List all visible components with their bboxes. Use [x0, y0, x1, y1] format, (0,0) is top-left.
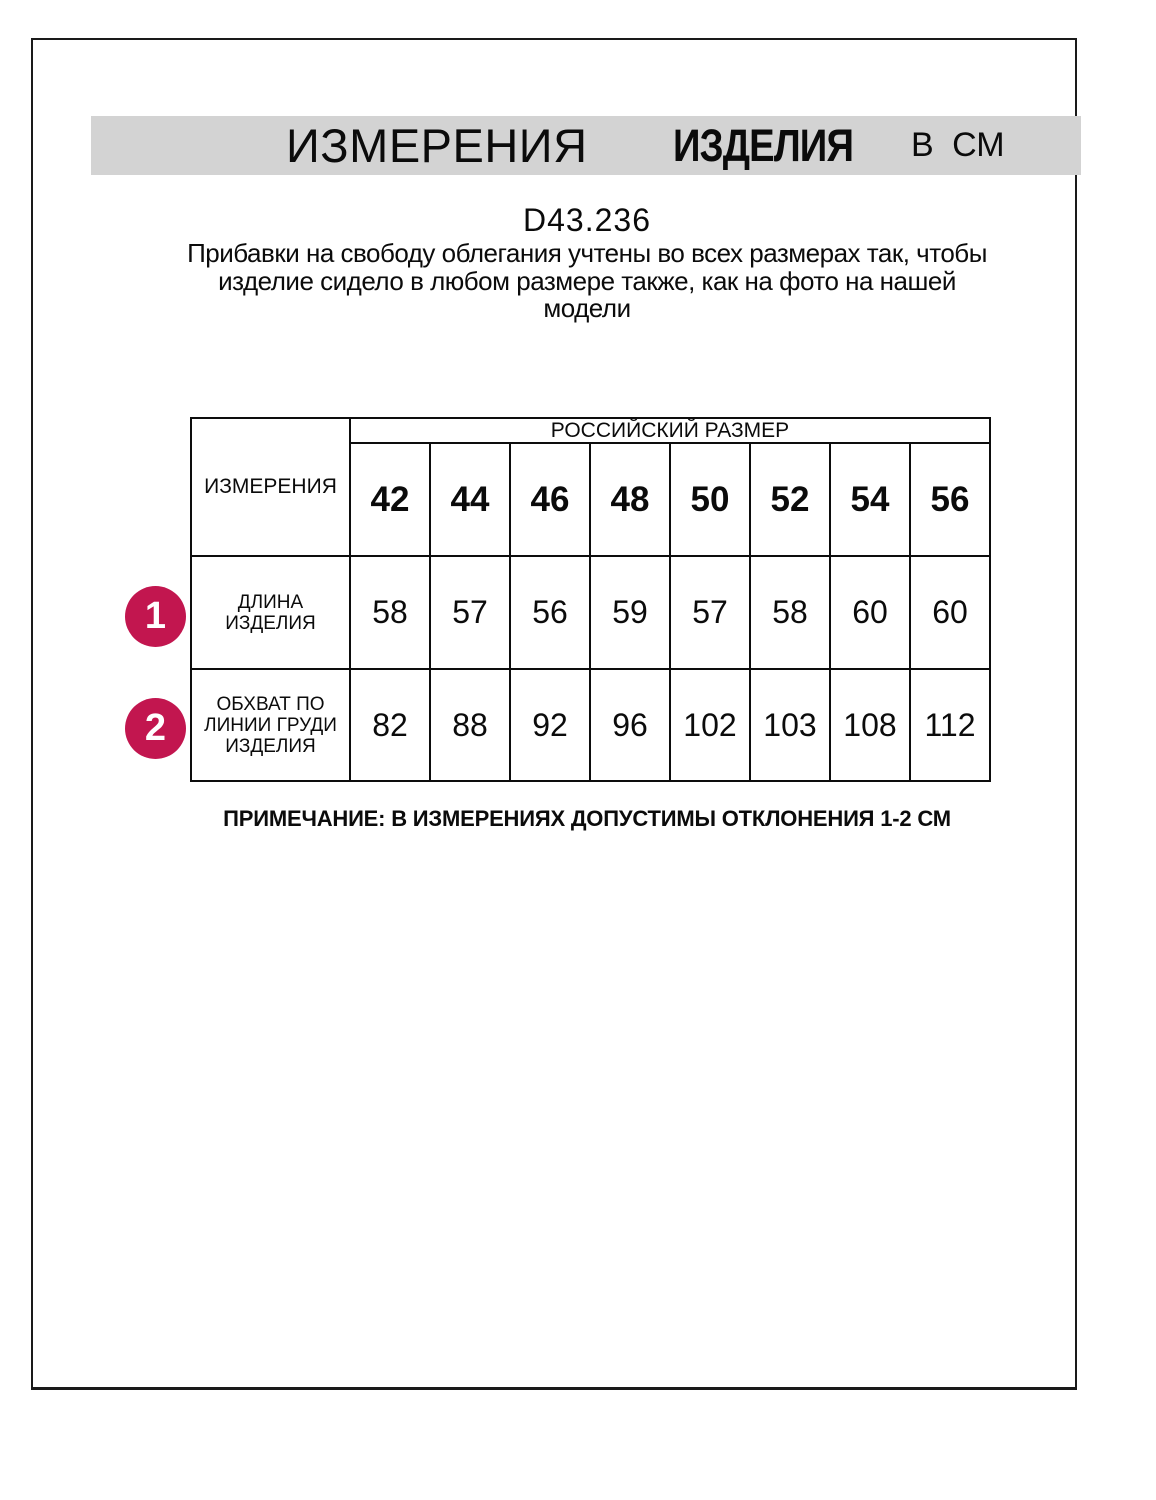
size-cell: 56 — [910, 443, 990, 556]
russian-size-header-cell: РОССИЙСКИЙ РАЗМЕР — [350, 418, 990, 443]
table-row-chest — [191, 669, 990, 781]
title-measurements: ИЗМЕРЕНИЯ — [286, 119, 588, 172]
marker-number: 2 — [144, 707, 167, 749]
note-text: ПРИМЕЧАНИЕ: В ИЗМЕРЕНИЯХ ДОПУСТИМЫ ОТКЛОНЕНИЯ 1-2 СМ — [223, 806, 951, 831]
row-marker-1 — [125, 586, 186, 647]
value-cell: 92 — [510, 669, 590, 781]
value-cell: 102 — [670, 669, 750, 781]
size-cell: 46 — [510, 443, 590, 556]
description-line: модели — [543, 293, 631, 323]
size-cell: 54 — [830, 443, 910, 556]
article-code: D43.236 — [523, 202, 651, 238]
size-table — [190, 417, 991, 782]
row-marker-2 — [125, 698, 186, 759]
size-cell: 50 — [670, 443, 750, 556]
value-cell: 57 — [430, 556, 510, 669]
value-cell: 57 — [670, 556, 750, 669]
description-line: Прибавки на свободу облегания учтены во всех размерах так, чтобы — [187, 238, 987, 268]
value-cell: 60 — [830, 556, 910, 669]
row-label-length: ДЛИНА ИЗДЕЛИЯ — [191, 556, 350, 669]
title-unit: В СМ — [911, 126, 1005, 164]
value-cell: 60 — [910, 556, 990, 669]
value-cell: 112 — [910, 669, 990, 781]
description-line: изделие сидело в любом размере также, как на фото на нашей — [218, 265, 956, 296]
value-cell: 58 — [350, 556, 430, 669]
value-cell: 59 — [590, 556, 670, 669]
value-cell: 58 — [750, 556, 830, 669]
value-cell: 108 — [830, 669, 910, 781]
value-cell: 96 — [590, 669, 670, 781]
table-row-length — [191, 556, 990, 669]
value-cell: 82 — [350, 669, 430, 781]
description-paragraph — [64, 240, 1110, 323]
title-bar — [91, 116, 1081, 175]
title-product: ИЗДЕЛИЯ — [673, 120, 854, 171]
page-frame — [31, 38, 1077, 1390]
size-cell: 42 — [350, 443, 430, 556]
table-group-header-row — [191, 418, 990, 443]
measurements-header-cell: ИЗМЕРЕНИЯ — [191, 418, 350, 556]
value-cell: 88 — [430, 669, 510, 781]
size-cell: 52 — [750, 443, 830, 556]
marker-number: 1 — [144, 595, 167, 637]
value-cell: 56 — [510, 556, 590, 669]
size-cell: 48 — [590, 443, 670, 556]
size-cell: 44 — [430, 443, 510, 556]
row-label-chest: ОБХВАТ ПО ЛИНИИ ГРУДИ ИЗДЕЛИЯ — [191, 669, 350, 781]
value-cell: 103 — [750, 669, 830, 781]
